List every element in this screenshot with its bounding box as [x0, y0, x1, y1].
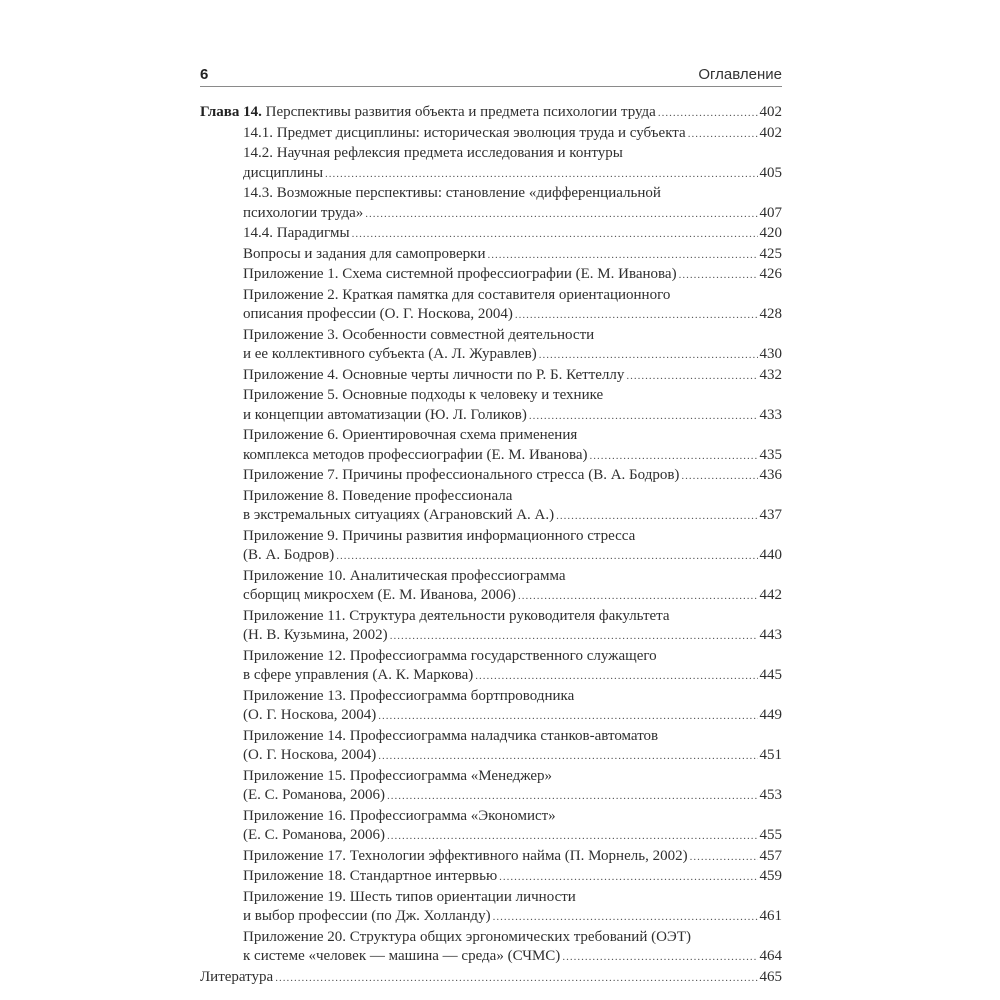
- toc-entry-text: [243, 287, 670, 303]
- toc-entry-text: [243, 568, 566, 584]
- toc-page-number: 407: [759, 204, 782, 221]
- toc-line-text: сборщиц микросхем (Е. М. Иванова, 2006): [243, 587, 516, 603]
- toc-line: [243, 265, 782, 286]
- toc-entry-text: [243, 224, 350, 244]
- toc-line-text: 14.2. Научная рефлексия предмета исследования и контуры: [243, 145, 623, 161]
- toc-entry-text: [243, 706, 376, 726]
- toc-entry-text: [243, 466, 679, 486]
- toc-line: [243, 326, 782, 346]
- toc-line-text: дисциплины: [243, 164, 324, 181]
- toc-entry[interactable]: [200, 888, 782, 928]
- toc-line-text: к системе «человек — машина — среда» (СЧМС): [243, 948, 561, 964]
- running-title: Оглавление: [698, 66, 782, 83]
- toc-entry-text: [243, 387, 603, 403]
- dot-leader: [390, 627, 758, 647]
- toc-page-number: 457: [759, 847, 782, 864]
- toc-line-text: Литература: [200, 968, 274, 985]
- dot-leader: [590, 447, 758, 467]
- toc-entry[interactable]: [200, 487, 782, 527]
- dot-leader: [378, 747, 757, 767]
- toc-line-text: Приложение 3. Особенности совместной деятельности: [243, 326, 595, 343]
- toc-entry-text: [243, 185, 661, 201]
- toc-line: [243, 907, 782, 928]
- toc-line: [243, 527, 782, 547]
- toc-page-number: 449: [759, 707, 782, 723]
- toc-entry[interactable]: [200, 466, 782, 487]
- toc-entry-text: [243, 366, 624, 386]
- dot-leader: [690, 848, 758, 868]
- dot-leader: [658, 104, 758, 124]
- toc-line: [243, 366, 782, 387]
- dot-leader: [626, 367, 757, 387]
- toc-line-text: 14.4. Парадигмы: [243, 225, 350, 241]
- toc-entry[interactable]: [200, 265, 782, 286]
- toc-line: [243, 666, 782, 687]
- toc-line-text: (О. Г. Носкова, 2004): [243, 707, 377, 723]
- toc-entry-text: [243, 506, 554, 526]
- dot-leader: [275, 969, 757, 989]
- toc-page-number: 442: [759, 587, 782, 603]
- dot-leader: [529, 407, 758, 427]
- toc-line: [243, 867, 782, 888]
- toc-line: [243, 305, 782, 326]
- toc-line: [243, 807, 782, 827]
- toc-page-number: 464: [759, 948, 782, 964]
- toc-line: [243, 826, 782, 847]
- dot-leader: [378, 707, 757, 727]
- toc-line: [243, 888, 782, 908]
- toc-entry-text: [243, 746, 376, 766]
- toc-entry[interactable]: [200, 386, 782, 426]
- toc-entry-text: [243, 947, 560, 967]
- toc-line: [243, 928, 782, 948]
- toc-line: [243, 345, 782, 366]
- toc-entry-text: [243, 907, 491, 927]
- toc-line-text: в экстремальных ситуациях (Аграновский А. А.): [243, 507, 555, 523]
- toc-line-text: описания профессии (О. Г. Носкова, 2004): [243, 306, 513, 322]
- toc-page-number: 453: [759, 787, 782, 803]
- toc-line: [243, 487, 782, 507]
- toc-entry-text: [243, 446, 588, 466]
- toc-page-number: 405: [759, 164, 782, 181]
- toc-line: [243, 626, 782, 647]
- toc-entry-text: [243, 867, 497, 887]
- toc-entry[interactable]: [200, 687, 782, 727]
- toc-line: [243, 406, 782, 427]
- toc-entry[interactable]: [200, 326, 782, 366]
- dot-leader: [681, 467, 757, 487]
- toc-entry[interactable]: [200, 426, 782, 466]
- dot-leader: [475, 667, 757, 687]
- dot-leader: [499, 868, 757, 888]
- toc-entry[interactable]: [200, 847, 782, 868]
- toc-entry-text: [243, 345, 537, 365]
- chapter-label: Глава 14.: [200, 104, 262, 120]
- toc-entry-text: [243, 666, 473, 686]
- toc-line-text: Приложение 2. Краткая памятка для составителя ориентационного: [243, 286, 671, 303]
- toc-entry-text: [243, 427, 577, 443]
- toc-entry-text: [243, 786, 385, 806]
- toc-page-number: 428: [759, 306, 782, 322]
- toc-entry[interactable]: [200, 527, 782, 567]
- toc-page-number: 445: [759, 667, 782, 683]
- dot-leader: [679, 266, 758, 286]
- toc-line-text: (О. Г. Носкова, 2004): [243, 747, 377, 763]
- toc-entry-text: [243, 528, 635, 544]
- toc-entry-text: [243, 648, 657, 664]
- toc-entry-text: [243, 688, 574, 704]
- toc-line-text: (Н. В. Кузьмина, 2002): [243, 627, 388, 643]
- toc-line-text: Перспективы развития объекта и предмета психологии труда: [265, 104, 656, 120]
- toc-entry[interactable]: [200, 144, 782, 184]
- toc-line: [243, 245, 782, 266]
- toc-line-text: Приложение 20. Структура общих эргономических требований (ОЭТ): [243, 928, 691, 945]
- dot-leader: [387, 827, 758, 847]
- toc-entry-text: [243, 245, 486, 265]
- dot-leader: [515, 306, 758, 326]
- toc-line: [243, 224, 782, 245]
- toc-line-text: Приложение 8. Поведение профессионала: [243, 487, 513, 504]
- toc-entry-text: [243, 305, 513, 325]
- toc-line-text: в сфере управления (А. К. Маркова): [243, 667, 474, 683]
- toc-line-text: Приложение 12. Профессиограмма государственного служащего: [243, 647, 657, 664]
- toc-entry[interactable]: [200, 245, 782, 266]
- toc-line: [243, 446, 782, 467]
- toc-line: [243, 786, 782, 807]
- toc-page-number: 402: [759, 104, 782, 120]
- dot-leader: [539, 346, 758, 366]
- toc-page-number: 432: [759, 366, 782, 383]
- toc-line: [243, 546, 782, 567]
- toc-page-number: 426: [759, 266, 782, 282]
- table-of-contents: [200, 103, 782, 988]
- dot-leader: [556, 507, 757, 527]
- dot-leader: [365, 205, 757, 225]
- dot-leader: [562, 948, 757, 968]
- toc-line-text: 14.3. Возможные перспективы: становление «дифференциальной: [243, 185, 661, 201]
- toc-entry-text: [243, 626, 388, 646]
- toc-line-text: Приложение 18. Стандартное интервью: [243, 868, 498, 884]
- toc-page-number: 425: [759, 245, 782, 262]
- toc-entry[interactable]: [200, 567, 782, 607]
- toc-entry[interactable]: [200, 968, 782, 989]
- toc-entry-text: [243, 808, 556, 824]
- toc-line: [243, 386, 782, 406]
- dot-leader: [336, 547, 757, 567]
- toc-line: [243, 144, 782, 164]
- toc-entry-text: [243, 768, 552, 784]
- toc-line-text: Приложение 6. Ориентировочная схема применения: [243, 427, 578, 443]
- toc-line: [200, 968, 782, 989]
- page-number: 6: [200, 66, 209, 83]
- toc-line: [243, 184, 782, 204]
- toc-entry-text: [243, 124, 686, 144]
- toc-page-number: 461: [759, 908, 782, 924]
- toc-entry-text: [200, 968, 273, 988]
- toc-page-number: 465: [759, 968, 782, 985]
- toc-entry-text: [243, 889, 576, 905]
- toc-line-text: Приложение 19. Шесть типов ориентации личности: [243, 888, 576, 905]
- toc-line-text: (Е. С. Романова, 2006): [243, 787, 385, 803]
- toc-entry-text: [243, 265, 677, 285]
- toc-line: [243, 164, 782, 185]
- toc-line-text: Приложение 15. Профессиограмма «Менеджер»: [243, 767, 553, 784]
- toc-entry[interactable]: [200, 124, 782, 145]
- toc-page-number: 451: [759, 747, 782, 763]
- toc-page-number: 455: [759, 827, 782, 843]
- toc-entry-text: [243, 608, 670, 624]
- toc-entry[interactable]: [200, 607, 782, 647]
- toc-entry[interactable]: [200, 103, 782, 124]
- toc-entry-text: [243, 586, 516, 606]
- toc-line: [243, 204, 782, 225]
- toc-entry-text: [243, 164, 323, 184]
- toc-entry[interactable]: [200, 867, 782, 888]
- toc-line: [243, 466, 782, 487]
- toc-entry-text: [200, 103, 656, 123]
- toc-line-text: Приложение 13. Профессиограмма бортпроводника: [243, 687, 575, 704]
- toc-line: [243, 286, 782, 306]
- toc-entry[interactable]: [200, 807, 782, 847]
- toc-line-text: Приложение 17. Технологии эффективного найма (П. Морнель, 2002): [243, 847, 688, 864]
- toc-entry-text: [243, 546, 334, 566]
- toc-line-text: (Е. С. Романова, 2006): [243, 827, 385, 843]
- toc-page-number: 430: [759, 346, 782, 362]
- toc-entry[interactable]: [200, 286, 782, 326]
- toc-line-text: Приложение 4. Основные черты личности по Р. Б. Кеттеллу: [243, 366, 625, 383]
- toc-entry-text: [243, 728, 658, 744]
- toc-page-number: 436: [759, 467, 782, 483]
- toc-page-number: 433: [759, 406, 782, 423]
- toc-line-text: 14.1. Предмет дисциплины: историческая эволюция труда и субъекта: [243, 124, 686, 141]
- toc-entry-text: [243, 204, 363, 224]
- toc-line-text: Приложение 9. Причины развития информационного стресса: [243, 527, 636, 544]
- toc-entry-text: [243, 145, 623, 161]
- toc-line: [243, 767, 782, 787]
- dot-leader: [493, 908, 758, 928]
- toc-entry-text: [243, 406, 527, 426]
- toc-line: [243, 586, 782, 607]
- toc-entry[interactable]: [200, 727, 782, 767]
- toc-line: [243, 847, 782, 868]
- toc-line: [243, 727, 782, 747]
- toc-entry-text: [243, 847, 688, 867]
- toc-entry[interactable]: [200, 184, 782, 224]
- toc-page-number: 440: [759, 547, 782, 563]
- toc-line-text: Вопросы и задания для самопроверки: [243, 245, 486, 262]
- toc-line-text: Приложение 16. Профессиограмма «Экономист»: [243, 807, 556, 824]
- toc-line: [243, 647, 782, 667]
- toc-line-text: и ее коллективного субъекта (А. Л. Журавлев): [243, 346, 537, 362]
- toc-entry[interactable]: [200, 224, 782, 245]
- dot-leader: [387, 787, 758, 807]
- toc-page-number: 420: [759, 225, 782, 241]
- toc-line-text: Приложение 11. Структура деятельности руководителя факультета: [243, 607, 670, 624]
- toc-entry[interactable]: [200, 928, 782, 968]
- dot-leader: [518, 587, 758, 607]
- toc-entry-text: [243, 826, 385, 846]
- dot-leader: [688, 125, 758, 145]
- running-header: [200, 64, 782, 87]
- toc-page-number: 402: [759, 124, 782, 141]
- dot-leader: [352, 225, 758, 245]
- toc-line: [243, 947, 782, 968]
- toc-line-text: Приложение 5. Основные подходы к человеку и технике: [243, 387, 604, 403]
- toc-line: [243, 706, 782, 727]
- toc-line-text: психологии труда»: [243, 204, 364, 221]
- toc-line-text: комплекса методов профессиографии (Е. М. Иванова): [243, 446, 588, 463]
- dot-leader: [325, 165, 757, 185]
- toc-line-text: Приложение 1. Схема системной профессиографии (Е. М. Иванова): [243, 266, 677, 282]
- toc-line-text: Приложение 14. Профессиограмма наладчика станков-автоматов: [243, 727, 659, 744]
- toc-line-text: и выбор профессии (по Дж. Холланду): [243, 908, 491, 924]
- toc-line-text: Приложение 10. Аналитическая профессиограмма: [243, 567, 566, 584]
- toc-entry-text: [243, 929, 691, 945]
- toc-entry[interactable]: [200, 767, 782, 807]
- toc-entry-text: [243, 327, 594, 343]
- toc-page-number: 443: [759, 627, 782, 643]
- toc-line: [243, 426, 782, 446]
- toc-line: [200, 103, 782, 124]
- toc-line-text: (В. А. Бодров): [243, 547, 335, 563]
- toc-entry[interactable]: [200, 647, 782, 687]
- toc-entry[interactable]: [200, 366, 782, 387]
- toc-line-text: Приложение 7. Причины профессионального стресса (В. А. Бодров): [243, 467, 680, 483]
- toc-page-number: 435: [759, 446, 782, 463]
- toc-line: [243, 607, 782, 627]
- dot-leader: [488, 246, 758, 266]
- toc-line-text: и концепции автоматизации (Ю. Л. Голиков): [243, 406, 527, 423]
- toc-line: [243, 687, 782, 707]
- toc-page-number: 459: [759, 868, 782, 884]
- toc-page-number: 437: [759, 507, 782, 523]
- toc-line: [243, 124, 782, 145]
- toc-line: [243, 567, 782, 587]
- toc-entry-text: [243, 488, 512, 504]
- toc-line: [243, 506, 782, 527]
- toc-line: [243, 746, 782, 767]
